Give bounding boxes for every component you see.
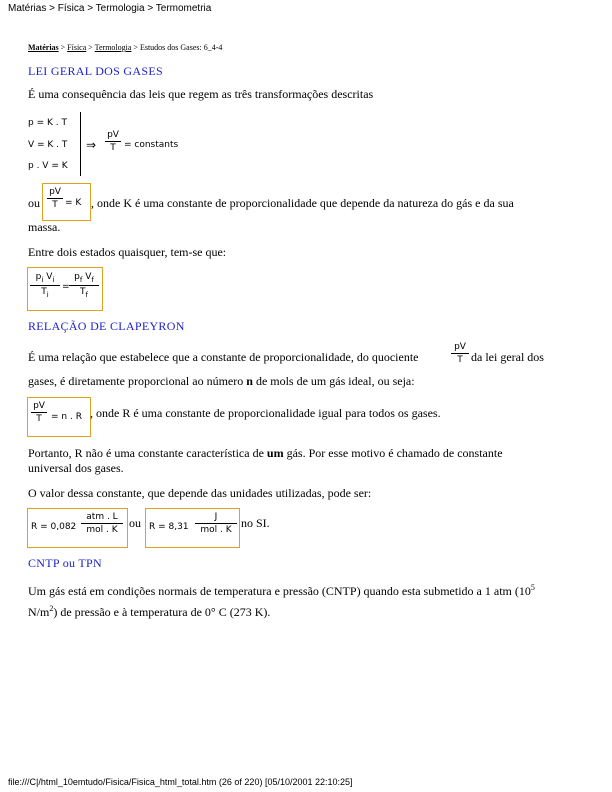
lei-geral-intro: É uma consequência das leis que regem as três transformações descritas (28, 87, 374, 101)
clapeyron-text1: É uma relação que estabelece que a constante de proporcionalidade, do quociente (28, 350, 419, 364)
ou-text-2: ou (129, 516, 141, 530)
equals-k: = K (65, 198, 82, 208)
fraction-j: J mol . K (195, 512, 237, 535)
breadcrumb-materias-link[interactable]: Matérias (28, 43, 59, 52)
breadcrumb-current: Estudos dos Gases: 6_4-4 (139, 43, 223, 52)
section-title-lei-geral: LEI GERAL DOS GASES (28, 64, 163, 78)
si-label: no SI. (241, 516, 270, 530)
fraction-final: $p_f$ $V_f$ $T_f$ (69, 272, 99, 299)
formula-box-pv-k (42, 183, 91, 221)
valor-text: O valor dessa constante, que depende das unidades utilizadas, pode ser: (28, 486, 372, 500)
section-title-cntp: CNTP ou TPN (28, 556, 102, 570)
formula-vk: V = K . T (28, 140, 68, 150)
constant-label: = constants (124, 140, 179, 150)
two-states-text: Entre dois estados quaisquer, tem-se que: (28, 245, 227, 259)
fraction-pv-t: pV T (105, 130, 121, 153)
r-description: , onde R é uma constante de proporcionalidade igual para todos os gases. (90, 406, 441, 420)
breadcrumb-termologia-link[interactable]: Termologia (94, 43, 132, 52)
formula-box-states (27, 267, 103, 311)
formula-box-nr (27, 397, 91, 437)
r-value-si: R = 8,31 (149, 522, 189, 532)
portanto-text: Portanto, R não é uma constante característica de um gás. Por esse motivo é chamado de constante universal dos gases. (28, 446, 503, 475)
k-description: , onde K é uma constante de proporcionalidade que depende da natureza do gás e da sua (91, 196, 514, 210)
clapeyron-text2: gases, é diretamente proporcional ao número n de mols de um gás ideal, ou seja: (28, 374, 415, 388)
fraction-initial: $p_i$ $V_i$ $T_i$ (30, 272, 60, 299)
r-value-atm: R = 0,082 (31, 522, 77, 532)
formula-box-r-atm (27, 508, 128, 548)
formula-pk: p = K . T (28, 118, 67, 128)
ou-text: ou (28, 196, 40, 210)
breadcrumb-separator: > (60, 43, 66, 52)
section-title-clapeyron: RELAÇÃO DE CLAPEYRON (28, 319, 185, 333)
equals-nr: = n . R (51, 412, 82, 422)
breadcrumb-separator: > (133, 43, 138, 52)
brace-line (80, 112, 81, 176)
implies-arrow: ⇒ (86, 138, 97, 152)
breadcrumb-separator: > (88, 43, 93, 52)
formula-system (28, 110, 188, 178)
page-footer: file:///C|/html_10emtudo/Fisica/Fisica_html_total.htm (26 of 220) [05/10/2001 22:10:25] (8, 777, 353, 787)
states-equals: = (62, 282, 70, 292)
fraction-pv-t: pV T (31, 401, 47, 424)
n-symbol: n (246, 374, 253, 388)
cntp-text: Um gás está em condições normais de temperatura e pressão (CNTP) quando esta submetido a 1 atm ($10^5$ $N/m^2$) de pressão e à temperatura de 0° C (273 K). (28, 583, 535, 619)
k-description-cont: massa. (28, 220, 61, 234)
fraction-pv-t-inline: pV T (451, 342, 469, 365)
breadcrumb-fisica-link[interactable]: Física (67, 43, 87, 52)
breadcrumb (28, 43, 222, 52)
fraction-pv-t: pV T (47, 187, 63, 210)
page-header-path: Matérias > Física > Termologia > Termometria (8, 3, 212, 14)
clapeyron-text1b: da lei geral dos (471, 350, 544, 364)
formula-box-r-si (145, 508, 240, 548)
formula-pv: p . V = K (28, 161, 68, 171)
fraction-atm-l: atm . L mol . K (81, 512, 123, 535)
